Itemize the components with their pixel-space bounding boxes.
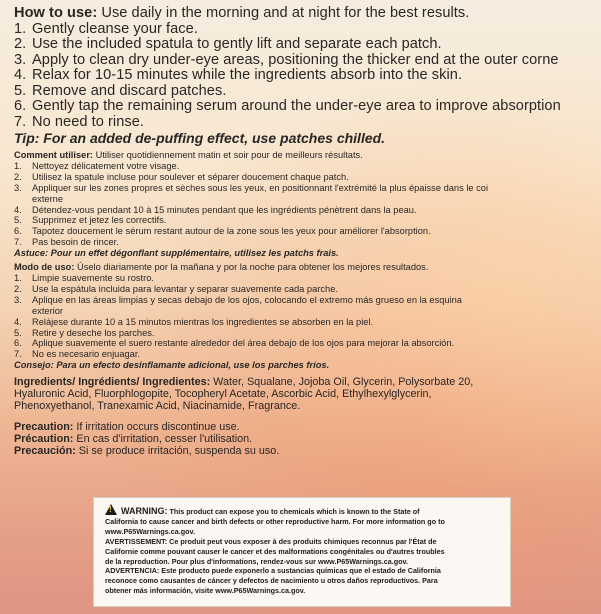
step-number: 2. (14, 283, 22, 294)
french-step (14, 215, 601, 226)
step-text: Retire y deseche los parches. (32, 327, 155, 338)
step-number: 6. (14, 98, 27, 114)
step-number: 7. (14, 113, 27, 130)
english-step (14, 22, 601, 38)
english-step (14, 37, 601, 53)
spanish-step (14, 284, 601, 295)
step-text: Supprimez et jetez les correctifs. (32, 215, 167, 226)
step-number: 7. (14, 237, 22, 248)
english-heading: How to use: (14, 5, 98, 21)
step-text: Relájese durante 10 a 15 minutos mientras los ingredientes se absorben en la piel. (32, 316, 374, 327)
step-text: No need to rinse. (32, 113, 144, 130)
spanish-tip: Consejo: Para un efecto desinflamante adicional, use los parches fríos. (14, 360, 330, 371)
french-step (14, 161, 601, 172)
spanish-step (14, 338, 601, 349)
english-tip: Tip: For an added de-puffing effect, use patches chilled. (14, 130, 386, 146)
english-step (14, 115, 601, 131)
french-tip: Astuce: Pour un effet dégonflant supplémentaire, utilisez les patchs frais. (14, 248, 339, 259)
step-text: Utilisez la spatule incluse pour soulever et séparer doucement chaque patch. (32, 171, 349, 182)
ingredients-heading: Ingredients/ Ingrédients/ Ingredientes: (14, 376, 211, 389)
spanish-step (14, 328, 601, 339)
english-step (14, 84, 601, 100)
step-text: Gently cleanse your face. (32, 20, 198, 37)
warning-label: WARNING: (121, 506, 168, 516)
step-text: Tapotez doucement le sérum restant autour de la zone sous les yeux pour améliorer l'absorption. (32, 226, 431, 237)
french-step-continuation: externe (32, 193, 64, 204)
step-number: 4. (14, 67, 27, 83)
warning-line-2: California to cause cancer and birth defects or other reproductive harm. For more information go to (105, 516, 445, 526)
warning-es-line-2: reconoce como causantes de cáncer y defectos de nacimiento u otros daños reproductivos. Para (105, 576, 438, 586)
step-number: 7. (14, 349, 22, 360)
spanish-step (14, 317, 601, 328)
english-intro: How to use: Use daily in the morning and at night for the best results. (14, 5, 470, 21)
step-number: 5. (14, 82, 27, 99)
warning-fr-line-1: AVERTISSEMENT: Ce produit peut vous exposer à des produits chimiques reconnus par l'État de (105, 536, 437, 546)
step-text: Gently tap the remaining serum around the under-eye area to improve absorption (32, 98, 561, 114)
ingredients-line-2: Hyaluronic Acid, Fluorphlogopite, Tocopheryl Acetate, Ascorbic Acid, Ethylhexylglycerin, (14, 388, 432, 401)
english-step (14, 68, 601, 84)
step-number: 1. (14, 272, 22, 283)
step-text: Pas besoin de rincer. (32, 237, 119, 248)
step-number: 6. (14, 226, 22, 237)
step-text: Appliquer sur les zones propres et sèches sous les yeux, en positionnant l'extrémité la plus épaisse dans le coi (32, 182, 489, 193)
french-heading: Comment utiliser: (14, 150, 94, 160)
spanish-step-continuation: exterior (32, 305, 64, 316)
warning-es-line-1: ADVERTENCIA: Este producto puede exponerlo a sustancias químicas que el estado de California (105, 566, 441, 576)
step-text: Aplique suavemente el suero restante alrededor del área debajo de los ojos para mejorar la absorción. (32, 338, 455, 349)
step-number: 5. (14, 327, 22, 338)
step-text: Relax for 10-15 minutes while the ingredients absorb into the skin. (32, 67, 463, 83)
warning-es-line-3: obtener más información, visite www.P65Warnings.ca.gov. (105, 586, 306, 596)
step-number: 1. (14, 20, 27, 37)
step-text: Remove and discard patches. (32, 82, 227, 99)
step-number: 4. (14, 316, 22, 327)
french-step (14, 172, 601, 183)
warning-triangle-icon (105, 504, 117, 515)
warning-line-3: www.P65Warnings.ca.gov. (105, 526, 195, 536)
step-number: 5. (14, 215, 22, 226)
spanish-step (14, 273, 601, 284)
french-intro: Comment utiliser: Utiliser quotidiennement matin et soir pour de meilleurs résultats. (14, 150, 363, 160)
ingredients-line-1: Ingredients/ Ingrédients/ Ingredientes: Water, Squalane, Jojoba Oil, Glycerin, Polysorbate 20, (14, 376, 474, 389)
prop65-warning-box (93, 497, 511, 607)
step-text: Détendez-vous pendant 10 à 15 minutes pendant que les ingrédients pénètrent dans la peau. (32, 204, 417, 215)
french-step (14, 183, 601, 194)
english-step (14, 99, 601, 115)
english-step (14, 53, 601, 69)
precaution-es: Precaución: Si se produce irritación, suspenda su uso. (14, 445, 280, 458)
precaution-en: Precaution: If irritation occurs discontinue use. (14, 421, 240, 434)
spanish-step (14, 295, 601, 306)
french-step (14, 226, 601, 237)
warning-fr-line-2: Californie comme pouvant causer le cancer et des malformations congénitales ou d'autres troubles (105, 546, 445, 556)
step-number: 6. (14, 338, 22, 349)
step-text: Limpie suavemente su rostro. (32, 272, 154, 283)
step-number: 2. (14, 171, 22, 182)
warning-line-1: !WARNING: This product can expose you to chemicals which is known to the State of (105, 504, 502, 517)
step-text: No es necesario enjuagar. (32, 349, 141, 360)
warning-fr-line-3: de la reproduction. Pour plus d'informations, rendez-vous sur www.P65Warnings.ca.gov. (105, 556, 408, 566)
step-number: 2. (14, 36, 27, 52)
ingredients-line-3: Phenoxyethanol, Tranexamic Acid, Niacinamide, Fragrance. (14, 400, 301, 413)
step-number: 3. (14, 51, 27, 68)
step-number: 3. (14, 294, 22, 305)
step-number: 4. (14, 204, 22, 215)
french-step (14, 205, 601, 216)
step-text: Aplique en las áreas limpias y secas debajo de los ojos, colocando el extremo más grueso en la esquina (32, 294, 462, 305)
step-number: 1. (14, 160, 22, 171)
spanish-step (14, 349, 601, 360)
spanish-intro: Modo de uso: Úselo diariamente por la mañana y por la noche para obtener los mejores resultados. (14, 262, 429, 273)
step-text: Use la espátula incluida para levantar y separar suavemente cada parche. (32, 283, 338, 294)
spanish-heading: Modo de uso: (14, 262, 75, 273)
step-text: Apply to clean dry under-eye areas, positioning the thicker end at the outer corne (32, 51, 559, 68)
step-number: 3. (14, 182, 22, 193)
step-text: Use the included spatula to gently lift and separate each patch. (32, 36, 442, 52)
step-text: Nettoyez délicatement votre visage. (32, 160, 180, 171)
precaution-fr: Précaution: En cas d'irritation, cesser l'utilisation. (14, 433, 253, 446)
french-step (14, 237, 601, 248)
label-text-block (14, 6, 601, 457)
